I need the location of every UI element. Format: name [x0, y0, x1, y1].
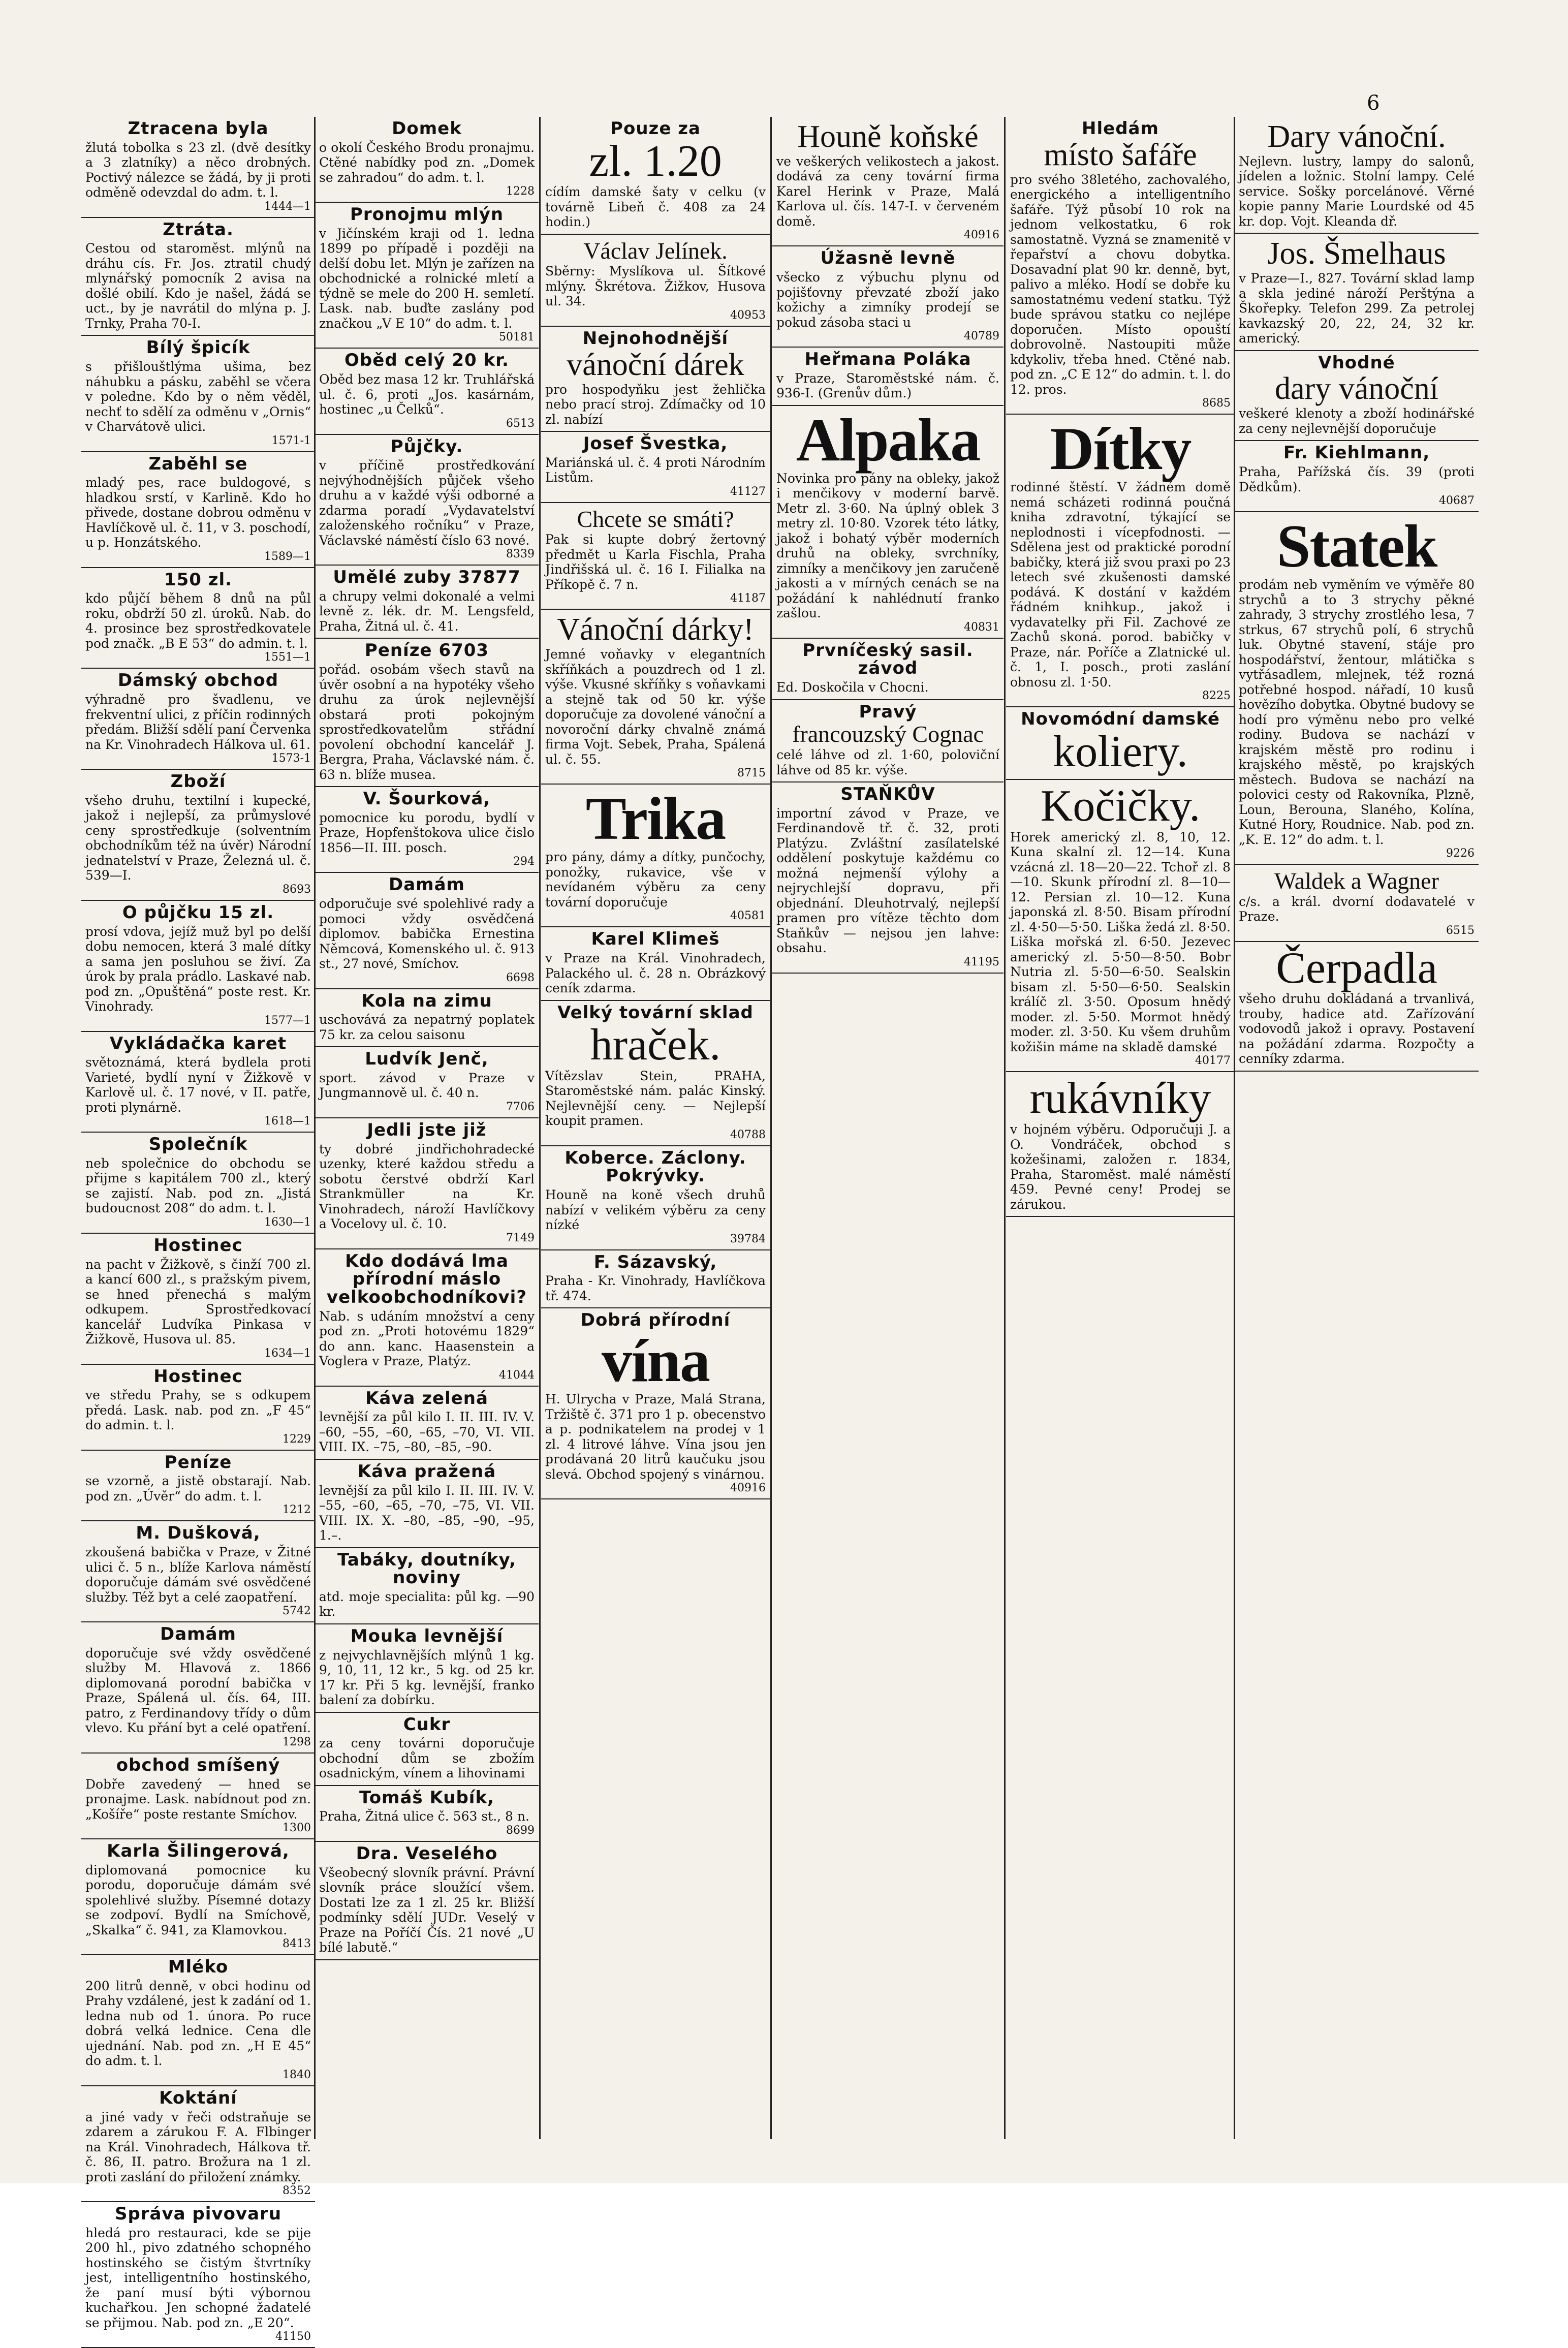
ad-body: v Praze—I., 827. Tovární sklad lamp a skla jediné nároží Perštýna a Škořepky. Telefon 299. Za petrolej kavkazský 20, 22, 24, 32 kr. americký. [1239, 271, 1475, 346]
ad-body: z nejvychlavnějších mlýnů 1 kg. 9, 10, 11, 12 kr., 5 kg. od 25 kr. 17 kr. Při 5 kg. levnější, franko balení za dobírku. [319, 1647, 535, 1708]
ad-heading: Prvníčeský sasil. závod [802, 640, 974, 679]
ad-heading: Jedli jste již [367, 1119, 487, 1140]
ad-heading: Kdo dodává lma přírodní máslo velkoobchodníkovi? [326, 1250, 527, 1307]
ad-display-title: rukávníky [1029, 1074, 1211, 1123]
ad-body: všeho druhu, textilní i kupecké, jakož i nejlepší, za průmyslové ceny sprostředkuje (solventním obchodníkům též na úvěr) Národní jednatelství v Praze, Železná ul. č. 539—I. [85, 793, 311, 883]
classified-ad [315, 1047, 539, 1118]
classified-ad [315, 1249, 539, 1387]
ad-heading: Pouze za [610, 118, 701, 139]
ad-reference-number: 8693 [283, 883, 311, 896]
ad-body: sport. závod v Praze v Jungmannově ul. č. 40 n. [319, 1070, 535, 1101]
ad-body: všeho druhu dokládaná a trvanlivá, trouby, hadice atd. Zařízování vodovodů jakož i opravy. Postavení na požádání zdarma. Rozpočty a cenníky zdarma. [1239, 991, 1475, 1067]
ad-reference-number: 40831 [964, 620, 999, 634]
classified-ad [1006, 707, 1235, 780]
ad-body: ve středu Prahy, se s odkupem předá. Lask. nab. pod zn. „F 45“ do admin. t. l. [85, 1388, 311, 1433]
ad-reference-number: 40687 [1439, 494, 1475, 508]
ad-body: levnější za půl kilo I. II. III. IV. V. –55, –60, –65, –70, –75, VI. VII. VIII. IX. X. –80, –85, –90, –95, 1.–. [319, 1483, 535, 1543]
classified-ad [315, 1713, 539, 1786]
ad-heading: Hostinec [153, 1366, 243, 1387]
classified-ad [541, 610, 770, 785]
ad-reference-number: 40581 [730, 910, 766, 923]
classified-ad [1006, 415, 1235, 707]
ad-heading: Káva zelená [365, 1388, 488, 1408]
ad-body: uschovává za nepatrný poplatek 75 kr. za celou saisonu [319, 1012, 535, 1042]
column-3 [541, 117, 770, 2139]
ad-display-title: vína [601, 1327, 710, 1395]
classified-ad [541, 1001, 770, 1146]
ad-reference-number: 50181 [499, 331, 535, 344]
classified-ad [315, 989, 539, 1048]
classified-ad [315, 787, 539, 873]
classified-ad [772, 348, 1003, 406]
classified-ad [81, 1521, 315, 1622]
classified-ad [541, 785, 770, 927]
ad-body: Praha - Kr. Vinohrady, Havlíčkova tř. 474. [545, 1273, 766, 1303]
ad-body: levnější za půl kilo I. II. III. IV. V. –60, –55, –60, –65, –70, VI. VII. VIII. IX. –75, –80, –85, –90. [319, 1410, 535, 1455]
ad-reference-number: 1573-1 [271, 752, 311, 765]
classified-ad [81, 1955, 315, 2086]
classified-ad [541, 1146, 770, 1250]
ad-heading: Heřmana Poláka [804, 349, 971, 370]
ad-reference-number: 1589—1 [264, 550, 311, 563]
ad-display-title: dary vánoční [1275, 371, 1438, 406]
classified-ad [81, 1365, 315, 1451]
ad-reference-number: 8352 [283, 2184, 311, 2198]
ad-heading: Kola na zimu [361, 990, 492, 1011]
classified-ad [315, 873, 539, 989]
ad-heading: Káva pražená [357, 1461, 496, 1482]
ad-display-title: Waldek a Wagner [1274, 868, 1439, 894]
ad-heading: Nejnohodnější [582, 328, 729, 349]
classified-ad [1235, 512, 1479, 865]
classified-ad [1006, 1072, 1235, 1217]
classified-ad [315, 1387, 539, 1460]
ad-heading: Dobrá přírodní [580, 1310, 731, 1331]
ad-display-title: Trika [585, 785, 726, 853]
ad-reference-number: 1630—1 [264, 1215, 311, 1229]
column-rule [1004, 117, 1006, 2139]
ad-reference-number: 1300 [283, 1822, 311, 1834]
ad-reference-number: 1571-1 [271, 434, 311, 447]
classified-ad [81, 1754, 315, 1839]
classified-ad [81, 1622, 315, 1754]
page-number: 6 [1367, 91, 1380, 115]
ad-heading: Mléko [168, 1957, 229, 1978]
ad-reference-number: 1298 [283, 1735, 311, 1748]
classified-ad [315, 1842, 539, 1960]
ad-heading: Hostinec [153, 1235, 243, 1256]
ad-display-title: francouzský Cognac [792, 721, 984, 747]
ad-heading: M. Dušková, [136, 1523, 261, 1544]
ad-body: o okolí Českého Brodu pronajmu. Ctěné nabídky pod zn. „Domek se zahradou“ do adm. t. l. [319, 140, 535, 185]
ad-heading: Zaběhl se [148, 453, 248, 474]
ad-heading: Mouka levnější [350, 1625, 504, 1646]
classified-ad [1235, 441, 1479, 512]
classified-ad [81, 568, 315, 669]
ad-body: Oběd bez masa 12 kr. Truhlářská ul. č. 6, proti „Jos. kasárnám, hostinec „u Čelků“. [319, 372, 535, 417]
ad-body: v příčině prostředkování nejvýhodnějších půjček všeho druhu a v každé výši odborné a zdarma poradí „Vydavatelství založenského ročníku“ v Praze, Václavské náměstí číslo 63 nové. [319, 458, 535, 548]
ad-display-title: Houně koňské [797, 119, 979, 154]
ad-heading: Ztráta. [163, 219, 234, 240]
ad-display-title: Kočičky. [1040, 781, 1201, 831]
ad-display-title: Dary vánoční. [1267, 119, 1446, 154]
ad-body: za ceny továrni doporučuje obchodní dům se zbožím osadnickým, vínem a lihovinami [319, 1736, 535, 1781]
ad-heading: Koberce. Záclony. Pokrývky. [565, 1147, 746, 1186]
ad-heading: Fr. Kiehlmann, [1283, 443, 1430, 463]
classified-ad [772, 700, 1003, 782]
ad-display-title: Alpaka [796, 405, 980, 474]
ad-body: v Jičínském kraji od 1. ledna 1899 po případě i později na delší dobu let. Mlýn je zařízen na obchodnické a rolnické mletí a týdně se mele do 200 H. semletí. Lask. nab. buďte zaslány pod značkou „V E 10“ do adm. t. l. [319, 226, 535, 331]
ad-heading: Ludvík Jenč, [365, 1049, 489, 1070]
classified-ad [315, 349, 539, 434]
ad-heading: Půjčky. [390, 436, 463, 457]
classified-ad [81, 770, 315, 901]
ad-heading: Cukr [403, 1714, 451, 1735]
ad-body: mladý pes, race buldogové, s hladkou srstí, v Karlině. Kdo ho přivede, dostane dobrou odměnu v Havlíčkově ul. č. 11, v 3. poschodí, u p. Honzátského. [85, 475, 311, 550]
ad-body: pořád. osobám všech stavů na úvěr osobní a na hypotéky všeho druhu za úrok nejlevnější obstará proti pokojným sprostředkovatelům střádní povolení obchodní kancelář J. Bergra, Praha, Václavské nám. č. 63 n. blíže musea. [319, 662, 535, 782]
column-rule [770, 117, 772, 2139]
classified-ad [315, 1548, 539, 1624]
classified-ad [1006, 780, 1235, 1072]
ad-reference-number: 8225 [1202, 690, 1231, 703]
ad-reference-number: 41195 [964, 955, 999, 968]
ad-reference-number: 8699 [506, 1824, 535, 1837]
classified-ad [315, 639, 539, 787]
ad-display-title: Jos. Šmelhaus [1267, 236, 1446, 271]
ad-reference-number: 294 [513, 855, 535, 868]
ad-heading: Koktání [159, 2087, 237, 2108]
classified-ad [81, 452, 315, 568]
ad-heading: Správa pivovaru [114, 2204, 282, 2225]
classified-ad [315, 566, 539, 639]
ad-reference-number: 1228 [506, 185, 535, 198]
ad-reference-number: 41187 [730, 592, 766, 605]
ad-heading: Dra. Veselého [356, 1843, 498, 1864]
classified-ad [81, 2086, 315, 2202]
ad-reference-number: 8413 [283, 1937, 311, 1951]
ad-body: Praha, Pařížská čís. 39 (proti Dědkům). [1239, 464, 1475, 494]
ad-body: H. Ulrycha v Praze, Malá Strana, Tržiště č. 371 pro 1 p. obecenstvo a p. podnikatelem na prodej v 1 zl. 4 litrové láhve. Vína jsou jen prodávaná 20 litrů kaučuku jsou slevá. Obchod spojený s vinárnou. [545, 1392, 766, 1482]
ad-heading: V. Šourková, [363, 789, 491, 809]
ad-body: doporučuje své vždy osvědčené služby M. Hlavová z. 1866 diplomovaná porodní babička v Praze, Spálená ul. čís. 64, III. patro, z Ferdinandovy třídy o dům vlevo. Ku přání byt a celé opatření. [85, 1645, 311, 1736]
ad-body: na pacht v Žižkově, s činží 700 zl. a kancí 600 zl., s pražským pivem, se hned přenechá s malým odkupem. Sprostředkovací kancelář Ludvíka Pinkasa v Žižkově, Husova ul. 85. [85, 1257, 311, 1347]
classified-ad [541, 1250, 770, 1309]
ad-display-title: hraček. [590, 1020, 721, 1070]
ad-body: a chrupy velmi dokonalé a velmi levně z. lék. dr. M. Lengsfeld, Praha, Žitná ul. č. 41. [319, 588, 535, 634]
column-4 [772, 117, 1003, 2139]
ad-heading: STAŇKŮV [840, 784, 935, 805]
classified-ad [81, 1032, 315, 1133]
ad-display-title: koliery. [1053, 727, 1188, 776]
ad-body: Nejlevn. lustry, lampy do salonů, jídelen a ložnic. Stolní lampy. Celé service. Sošky porcelánové. Věrné kopie panny Marie Lourdské od 45 kr. dop. Vojt. Kleanda dř. [1239, 153, 1475, 229]
ad-body: v Praze na Král. Vinohradech, Palackého ul. č. 28 n. Obrázkový ceník zdarma. [545, 951, 766, 995]
classified-ad [772, 639, 1003, 700]
ad-heading: Dámský obchod [117, 670, 279, 691]
ad-body: světoznámá, která bydlela proti Varieté, bydlí nyní v Žižkově v Karlově ul. č. 17 nové, v II. patře, proti plynárně. [85, 1055, 311, 1115]
ad-reference-number: 1444—1 [264, 200, 311, 213]
ad-reference-number: 5742 [283, 1605, 311, 1618]
column-rule [539, 117, 541, 2139]
ad-heading: Bílý špicík [146, 337, 250, 358]
ad-heading: Josef Švestka, [583, 433, 728, 454]
ad-body: 200 litrů denně, v obci hodinu od Prahy vzdálené, jest k zadání od 1. ledna nub od 1. února. Po ruce dobrá velká lednice. Cena dle ujednání. Nab. pod zn. „H E 45“ do adm. t. l. [85, 1978, 311, 2069]
ad-body: pro hospodyňku jest žehlička nebo prací stroj. Zdímačky od 10 zl. nabízí [545, 382, 766, 427]
ad-reference-number: 1840 [283, 2068, 311, 2081]
classified-ad [81, 901, 315, 1032]
ad-reference-number: 8715 [737, 767, 766, 780]
ad-body: Dobře zavedený — hned se pronajme. Lask. nabídnout pod zn. „Košíře“ poste restante Smíchov. [85, 1776, 311, 1822]
ad-reference-number: 1212 [283, 1504, 311, 1517]
column-2 [315, 117, 539, 2139]
ad-body: pro pány, dámy a dítky, punčochy, ponožky, rukavice, vše v nevídaném výběru za ceny tovární doporučuje [545, 850, 766, 910]
ad-reference-number: 40916 [964, 229, 999, 242]
ad-heading: Novomódní damské [1021, 709, 1220, 730]
ad-body: Nab. s udáním množství a ceny pod zn. „Proti hotovému 1829“ do ann. kanc. Haasenstein a Voglera v Praze, Platýz. [319, 1308, 535, 1369]
ad-body: neb společnice do obchodu se přijme s kapitálem 700 zl., který se zajistí. Nab. pod zn. „Jistá budoucnost 208“ do adm. t. l. [85, 1155, 311, 1216]
classified-ad [541, 117, 770, 235]
ad-heading: Velký tovární sklad [557, 1002, 754, 1023]
ad-heading: Pronojmu mlýn [350, 204, 504, 225]
ad-heading: Damám [160, 1624, 236, 1645]
ad-heading: Pravý [859, 701, 917, 722]
column-6 [1235, 117, 1479, 2139]
ad-reference-number: 41150 [275, 2330, 311, 2343]
ad-heading: Peníze [164, 1452, 232, 1473]
ad-reference-number: 1577—1 [264, 1014, 311, 1027]
ad-body: se vzorně, a jistě obstarají. Nab. pod zn. „Úvěr“ do adm. t. l. [85, 1474, 311, 1504]
classified-ad [315, 1624, 539, 1713]
ad-body: Vítězslav Stein, PRAHA, Staroměstské nám. palác Kinský. Nejlevnější ceny. — Nejlepší koupit pramen. [545, 1068, 766, 1129]
ad-heading: O půjčku 15 zl. [122, 902, 274, 923]
ad-body: cídím damské šaty v celku (v továrně Libeň č. 408 za 24 hodin.) [545, 184, 766, 230]
ad-display-title: vánoční dárek [567, 347, 744, 382]
classified-ad [315, 1786, 539, 1842]
ad-reference-number: 40953 [730, 308, 766, 322]
classified-ad [772, 406, 1003, 639]
ad-display-title: Dítky [1050, 415, 1191, 483]
ad-reference-number: 8685 [1202, 397, 1231, 410]
classified-ad [541, 503, 770, 610]
ad-heading: Vhodné [1318, 352, 1395, 373]
classified-ad [1006, 117, 1235, 415]
ad-reference-number: 7706 [506, 1100, 535, 1113]
classified-ad [772, 246, 1003, 348]
ad-body: Cestou od staroměst. mlýnů na dráhu cís. Fr. Jos. ztratil chudý mlynářský pomocník 2 avisa na došlé obilí. Kdo je našel, žádá se uct., by je navrátil do mlýna p. J. Trnky, Praha 70-I. [85, 241, 311, 331]
ad-heading: Společník [148, 1134, 248, 1155]
classified-ad [81, 1133, 315, 1234]
ad-body: Jemné voňavky v elegantních skříňkách a pouzdrech od 1 zl. výše. Vkusné skříňky s voňavkami a stejně tak od 50 kr. výše doporučuje za dovolené vánoční a novoroční dárky chvalně známá firma Vojt. Sebek, Praha, Spálená ul. č. 55. [545, 647, 766, 767]
ad-body: odporučuje své spolehlivé rady a pomoci vždy osvědčená diplomov. babička Ernestina Němcová, Komenského ul. č. 913 st., 27 nové, Smíchov. [319, 896, 535, 971]
ad-body: Ed. Doskočila v Chocni. [776, 680, 929, 695]
ad-reference-number: 41044 [499, 1368, 535, 1382]
ad-body: žlutá tobolka s 23 zl. (dvě desítky a 3 zlatníky) a něco drobných. Poctivý nálezce se žádá, by ji proti odměně odevzdal do adm. t. l. [85, 140, 311, 200]
ad-display-title: Statek [1276, 512, 1437, 580]
classified-ad [81, 669, 315, 770]
classified-ad [315, 1118, 539, 1249]
ad-heading: Zboží [170, 771, 226, 792]
ad-body: importní závod v Praze, ve Ferdinandově tř. č. 32, proti Platýzu. Zvláštní zasílatelské oddělení poskytuje každému co možná nejmenší výlohy a nejrychlejší dopravu, při objednání. Dleuhotrvalý, nejlepší pramen pro vítěze těchto dom Staňkův — nejsou jen lahve: obsahu. [776, 805, 999, 956]
ad-heading: Úžasně levně [820, 248, 956, 269]
column-5 [1006, 117, 1235, 2139]
ad-heading: 150 zl. [164, 569, 233, 590]
ad-body: pro svého 38letého, zachovalého, energického a intelligentního šafáře. Týž působí 10 rok na jednom velkostatku, 6 rok samostatně. Vyzná se znamenitě v řepařství a chovu dobytka. Dosavadní plat 90 kr. denně, byt, palivo a mléko. Hodí se dobře ku samostatnému vedení statku. Týž bude správou statku co nejlépe doporučen. Místo opouští dobrovolně. Nastoupiti může kdykoliv, třeba hned. Ctěné nab. pod zn. „C E 12“ do admin. t. l. do 12. pros. [1010, 172, 1231, 397]
column-1 [81, 117, 315, 2343]
classified-ad [1235, 117, 1479, 234]
ad-reference-number: 40177 [1195, 1054, 1231, 1068]
ad-body: Novinka pro pány na obleky, jakož i menčikovy v moderní barvě. Metr zl. 3·60. Na úplný oblek 3 metry zl. 10·80. Vzorek této látky, jakož i bohatý výběr moderních druhů na obleky, svrchníky, zimníky a menčikovy jen zaručeně jakosti a v mírných cenách se na požádání k nahlédnutí franko zašlou. [776, 471, 999, 621]
ad-heading: Peníze 6703 [364, 640, 489, 661]
ad-heading: Hledám [1082, 118, 1159, 139]
ad-reference-number: 6513 [506, 417, 535, 430]
ad-display-title: místo šafáře [1044, 137, 1197, 172]
classified-ad [81, 1451, 315, 1522]
classified-ad [315, 1460, 539, 1548]
ad-reference-number: 1229 [283, 1432, 311, 1446]
ad-body: Mariánská ul. č. 4 proti Národním Listům. [545, 455, 766, 485]
classified-ad [541, 327, 770, 432]
ad-body: celé láhve od zl. 1·60, poloviční láhve od 85 kr. výše. [776, 747, 999, 777]
classified-ad [81, 336, 315, 452]
ad-heading: F. Sázavský, [593, 1251, 717, 1272]
classified-ad [315, 203, 539, 349]
ad-display-title: Chcete se smáti? [577, 506, 734, 532]
ad-display-title: Čerpadla [1276, 943, 1437, 993]
classified-ad [81, 2202, 315, 2348]
ad-reference-number: 9226 [1446, 847, 1475, 860]
ad-body: zkoušená babička v Praze, v Žitné ulici č. 5 n., blíže Karlova náměstí doporučuje dámám své osvědčené služby. Též byt a celé zaopatření. [85, 1545, 311, 1605]
classified-ad [541, 927, 770, 1000]
ad-reference-number: 40916 [730, 1482, 766, 1495]
ad-display-title: Václav Jelínek. [583, 237, 728, 264]
classified-ad [81, 218, 315, 336]
ad-body: ty dobré jindřichohradecké uzenky, které každou středu a sobotu čerstvé obdrží Karl Strankmüller na Kr. Vinohradech, nároží Havlíčkovy a Vocelovy ul. č. 10. [319, 1141, 535, 1232]
classified-ad [1235, 351, 1479, 442]
ad-body: veškeré klenoty a zboží hodinářské za ceny nejlevnější doporučuje [1239, 406, 1475, 436]
ad-body: všecko z výbuchu plynu od pojišťovny převzaté zboží jako kožichy a zimníky prodejí se pokud zásoba staci u [776, 270, 999, 330]
ad-body: s přišlouštlýma ušima, bez náhubku a pásku, zaběhl se včera v poledne. Kdo by o něm věděl, nechť to sdělí za odměnu v „Ornis“ v Charvátově ulici. [85, 359, 311, 434]
ad-reference-number: 40789 [964, 330, 999, 343]
ad-body: prosí vdova, jejíž muž byl po delší dobu nemocen, která 3 malé dítky a sama jen posluhou se živí. Za úrok by prala prádlo. Laskavé nab. pod zn. „Opuštěná“ poste rest. Kr. Vinohrady. [85, 924, 311, 1014]
ad-reference-number: 40788 [730, 1128, 766, 1141]
ad-body: hledá pro restauraci, kde se pije 200 hl., pivo zdatného schopného hostinského se čistým štvrtníky jest, intelligentního hostinského, že paní musí býti výbornou kuchařkou. Jen schopné žadatelé se přijmou. Nab. pod zn. „E 20“. [85, 2225, 311, 2330]
ad-heading: Tomáš Kubík, [359, 1787, 494, 1808]
ad-reference-number: 1551—1 [264, 651, 311, 664]
ad-heading: Karla Šilingerová, [107, 1841, 290, 1861]
ad-heading: Umělé zuby 37877 [333, 567, 521, 588]
ad-body: atd. moje specialita: půl kg. —90 kr. [319, 1589, 535, 1619]
classified-ad [81, 117, 315, 218]
ad-body: Pak si kupte dobrý žertovný předmět u Karla Fischla, Praha Jindřišská ul. č. 16 I. Filialka na Příkopě č. 7 n. [545, 532, 766, 592]
ad-body: výhradně pro švadlenu, ve frekventní ulici, z příčin rodinných předám. Bližší sdělí paní Červenka na Kr. Vinohradech Hálkova ul. 61. [85, 692, 311, 752]
classified-ad [1235, 942, 1479, 1072]
ad-reference-number: 8339 [506, 548, 535, 561]
classified-ad [315, 435, 539, 566]
ad-body: Sběrny: Myslíkova ul. Šítkové mlýny. Škrétova. Žižkov, Husova ul. 34. [545, 264, 766, 309]
ad-heading: Vykládačka karet [109, 1033, 287, 1054]
ad-body: kdo půjčí během 8 dnů na půl roku, obdrží 50 zl. úroků. Nab. do 4. prosince bez sprostředkovatele pod značk. „B E 53“ do admin. t. l. [85, 591, 311, 651]
ad-heading: obchod smíšený [116, 1755, 280, 1775]
ad-heading: Domek [392, 118, 462, 139]
ad-reference-number: 7149 [506, 1231, 535, 1244]
ad-heading: Karel Klimeš [591, 929, 720, 950]
ad-body: v Praze, Staroměstské nám. č. 936-I. (Grenův dům.) [776, 370, 999, 401]
ad-heading: Damám [389, 874, 465, 895]
ad-reference-number: 39784 [730, 1232, 766, 1245]
ad-body: ve veškerých velikostech a jakost. dodává za ceny tovární firma Karel Herink v Praze, Malá Karlova ul. čís. 147-I. v červeném domě. [776, 153, 999, 229]
classified-ad [81, 1839, 315, 1955]
classified-ad [541, 432, 770, 503]
ad-reference-number: 6698 [506, 971, 535, 984]
ad-body: Praha, Žitná ulice č. 563 st., 8 n. [319, 1809, 529, 1824]
ad-heading: Tabáky, doutníky, noviny [337, 1549, 516, 1588]
ad-reference-number: 6515 [1446, 924, 1475, 937]
ad-body: diplomovaná pomocnice ku porodu, doporučuje dámám své spolehlivé služby. Písemné dotazy se zodpoví. Bydlí na Smíchově, „Skalka“ č. 941, za Klamovkou. [85, 1862, 311, 1937]
classified-ad [315, 117, 539, 203]
classified-ad [541, 235, 770, 327]
ad-body: c/s. a král. dvorní dodavatelé v Praze. [1239, 894, 1475, 924]
ad-reference-number: 1618—1 [264, 1115, 311, 1128]
ad-body: pomocnice ku porodu, bydlí v Praze, Hopfenštokova ulice čislo 1856—II. III. posch. [319, 810, 535, 855]
ad-body: Houně na koně všech druhů nabízí v velikém výběru za ceny nízké [545, 1187, 766, 1233]
classified-ad [541, 1308, 770, 1499]
classified-ad [772, 782, 1003, 974]
ad-body: prodám neb vyměním ve výměře 80 strychů a to 3 strychy pěkné zahrady, 3 strychy zrostlého lesa, 7 strkus, 67 strychů polí, 6 strychů luk. Obytné stavení, stáje pro hospodářství, žentour, mlátička s vytřásadlem, mlejnek, též rozná potřebné hospod. nářadí, 10 kusů hovězího dobytka. Obytné budovy se hodí pro výměnu nebo pro velké rodiny. Budova se nachází v krajském městě pro rodinu i krajského městě, po krajských městech. Budova se nachází na polovici cesty od Rakovníka, Plzně, Loun, Berouna, Slaného, Kolína, Kutné Hory, Roudnice. Nab. pod zn. „K. E. 12“ do adm. t. l. [1239, 577, 1475, 847]
classified-ad [1235, 865, 1479, 942]
ad-body: Horek americký zl. 8, 10, 12. Kuna skalní zl. 12—14. Kuna vzácná zl. 18—20—22. Tchoř zl. 8—10. Skunk přírodní zl. 8—10—12. Persian zl. 10—12. Kuna japonská zl. 8·50. Bisam přírodní zl. 4·50—5·50. Liška žedá zl. 8·50. Liška mořská zl. 6·50. Jezevec americký zl. 5·50—8·50. Bobr Nutria zl. 5·50—6·50. Sealskin bisam zl. 5·50—6·50. Sealskin králíč zl. 3·50. Oposum hnědý moder. zl. 5·50. Mormot hnědý moder. zl. 3·50. Ku všem druhům kožišin máme na skladě damské [1010, 829, 1231, 1054]
classified-ad [81, 1234, 315, 1365]
ad-display-title: zl. 1.20 [589, 136, 722, 186]
ad-heading: Oběd celý 20 kr. [344, 350, 509, 371]
ad-reference-number: 1634—1 [264, 1347, 311, 1360]
ad-body: rodinné štěstí. V žádném domě nemá scházeti rodinná poučná kniha zdravotní, týkající se neplodnosti i vícepfodnosti. — Sdělena jest od praktické porodní babičky, která již svou praxi po 23 letech své zkušenosti damské podává. K dostání v každém řádném knihkup., jakož i vydavatelky při Fil. Zachové ze Zachů skoná. porod. babičky v Praze, nár. Poříče a Zlatnické ul. č. 1, I. posch., proti zaslání obnosu zl. 1·50. [1010, 480, 1231, 690]
ad-heading: Ztracena byla [128, 118, 269, 139]
ad-reference-number: 41127 [730, 485, 766, 498]
ad-body: a jiné vady v řeči odstraňuje se zdarem a zárukou F. A. Flbinger na Král. Vinohradech, Hálkova tř. č. 86, II. patro. Brožura na 1 zl. proti zaslání do přiložení známky. [85, 2109, 311, 2184]
ad-display-title: Vánoční dárky! [557, 612, 754, 647]
classified-ad [1235, 234, 1479, 351]
ad-body: v hojném výběru. Odporučuji J. a O. Vondráček, obchod s kožešinami, založen r. 1834, Praha, Staroměst. malé náměstí 459. Pevné ceny! Prodej se zárukou. [1010, 1122, 1231, 1212]
classified-ad [772, 117, 1003, 246]
ad-body: Všeobecný slovník právní. Právní slovník práce sloužící všem. Dostati lze za 1 zl. 25 kr. Bližší podmínky sdělí JUDr. Veselý v Praze na Poříčí Čís. 21 nové „U bílé labutě.“ [319, 1865, 535, 1955]
